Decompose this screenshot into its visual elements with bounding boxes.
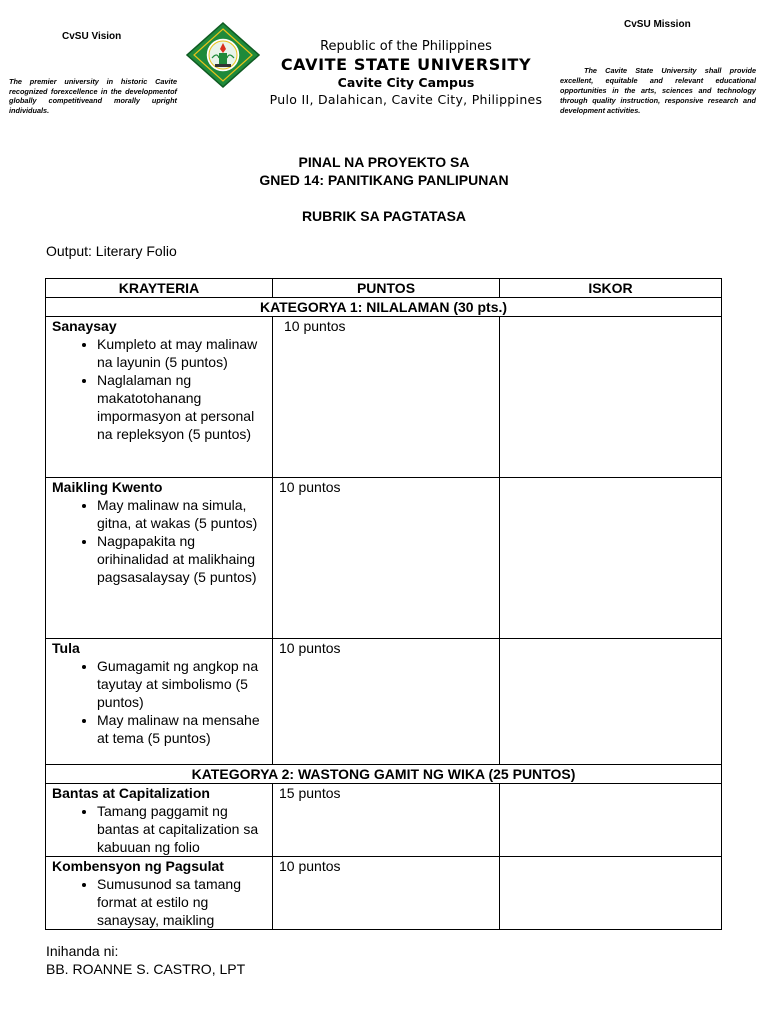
criteria-bullets: [52, 335, 266, 443]
vision-title: CvSU Vision: [62, 31, 122, 42]
university-header: [256, 38, 556, 108]
score-cell[interactable]: [500, 639, 722, 765]
criteria-name: Tula: [52, 640, 80, 656]
points-value: 10 puntos: [279, 640, 341, 656]
title-line-2: GNED 14: PANITIKANG PANLIPUNAN: [259, 172, 509, 188]
criteria-name: Kombensyon ng Pagsulat: [52, 858, 224, 874]
table-row: [46, 857, 722, 930]
list-item: • Sumusunod sa tamang format at estilo ng sanaysay, maikling: [97, 875, 266, 929]
university-name: CAVITE STATE UNIVERSITY: [280, 55, 532, 74]
criteria-bullets: [52, 802, 266, 856]
rubric-title: RUBRIK SA PAGTATASA: [301, 208, 467, 224]
document-title: [0, 153, 768, 189]
vision-text: The premier university in historic Cavite recognized forexcellence in the developmentof globally competitiveand morally upright individuals.: [9, 77, 177, 115]
points-cell: [273, 857, 500, 930]
points-value: 10 puntos: [279, 858, 341, 874]
campus-address: Pulo II, Dalahican, Cavite City, Philippines: [269, 92, 543, 107]
criteria-bullets: [52, 657, 266, 747]
points-value: 10 puntos: [284, 318, 346, 334]
criteria-bullets: [52, 496, 266, 586]
list-item: • Naglalaman ng makatotohanang impormasyon at personal na repleksyon (5 puntos): [97, 371, 266, 443]
criteria-name: Bantas at Capitalization: [52, 785, 210, 801]
table-row: [46, 478, 722, 639]
list-item: • May malinaw na simula, gitna, at wakas (5 puntos): [97, 496, 266, 532]
header-iskor: ISKOR: [500, 279, 722, 298]
table-row: [46, 639, 722, 765]
list-item: • Kumpleto at may malinaw na layunin (5 puntos): [97, 335, 266, 371]
criteria-cell: [46, 478, 273, 639]
table-header-row: [46, 279, 722, 298]
mission-title: CvSU Mission: [624, 19, 691, 30]
list-item: • Nagpapakita ng orihinalidad at malikhaing pagsasalaysay (5 puntos): [97, 532, 266, 586]
points-value: 15 puntos: [279, 785, 341, 801]
campus-name: Cavite City Campus: [337, 75, 475, 90]
preparer-name: BB. ROANNE S. CASTRO, LPT: [46, 961, 246, 977]
score-cell[interactable]: [500, 784, 722, 857]
prepared-by-label: Inihanda ni:: [46, 943, 119, 959]
category-row: [46, 765, 722, 784]
points-cell: [273, 317, 500, 478]
criteria-name: Maikling Kwento: [52, 479, 163, 495]
header-puntos: PUNTOS: [273, 279, 500, 298]
criteria-cell: [46, 317, 273, 478]
criteria-cell: [46, 784, 273, 857]
table-row: [46, 317, 722, 478]
points-cell: [273, 639, 500, 765]
points-cell: [273, 784, 500, 857]
title-line-1: PINAL NA PROYEKTO SA: [298, 154, 470, 170]
points-cell: [273, 478, 500, 639]
score-cell[interactable]: [500, 857, 722, 930]
cvsu-seal-icon: [186, 22, 260, 88]
category-2: KATEGORYA 2: WASTONG GAMIT NG WIKA (25 PUNTOS): [46, 765, 722, 784]
rubric-table: [45, 278, 722, 930]
category-1: KATEGORYA 1: NILALAMAN (30 pts.): [46, 298, 722, 317]
score-cell[interactable]: [500, 317, 722, 478]
output-label: Output: Literary Folio: [46, 243, 177, 259]
list-item: • May malinaw na mensahe at tema (5 puntos): [97, 711, 266, 747]
criteria-bullets: [52, 875, 266, 929]
score-cell[interactable]: [500, 478, 722, 639]
points-value: 10 puntos: [279, 479, 341, 495]
table-row: [46, 784, 722, 857]
list-item: • Gumagamit ng angkop na tayutay at simbolismo (5 puntos): [97, 657, 266, 711]
category-row: [46, 298, 722, 317]
list-item: • Tamang paggamit ng bantas at capitalization sa kabuuan ng folio: [97, 802, 266, 856]
republic-label: Republic of the Philippines: [320, 39, 492, 54]
mission-text: The Cavite State University shall provide excellent, equitable and relevant educational opportunities in the arts, sciences and technology through quality instruction, responsive research and development activities.: [560, 66, 756, 115]
criteria-cell: [46, 857, 273, 930]
criteria-name: Sanaysay: [52, 318, 117, 334]
criteria-cell: [46, 639, 273, 765]
header-krayteria: KRAYTERIA: [46, 279, 273, 298]
